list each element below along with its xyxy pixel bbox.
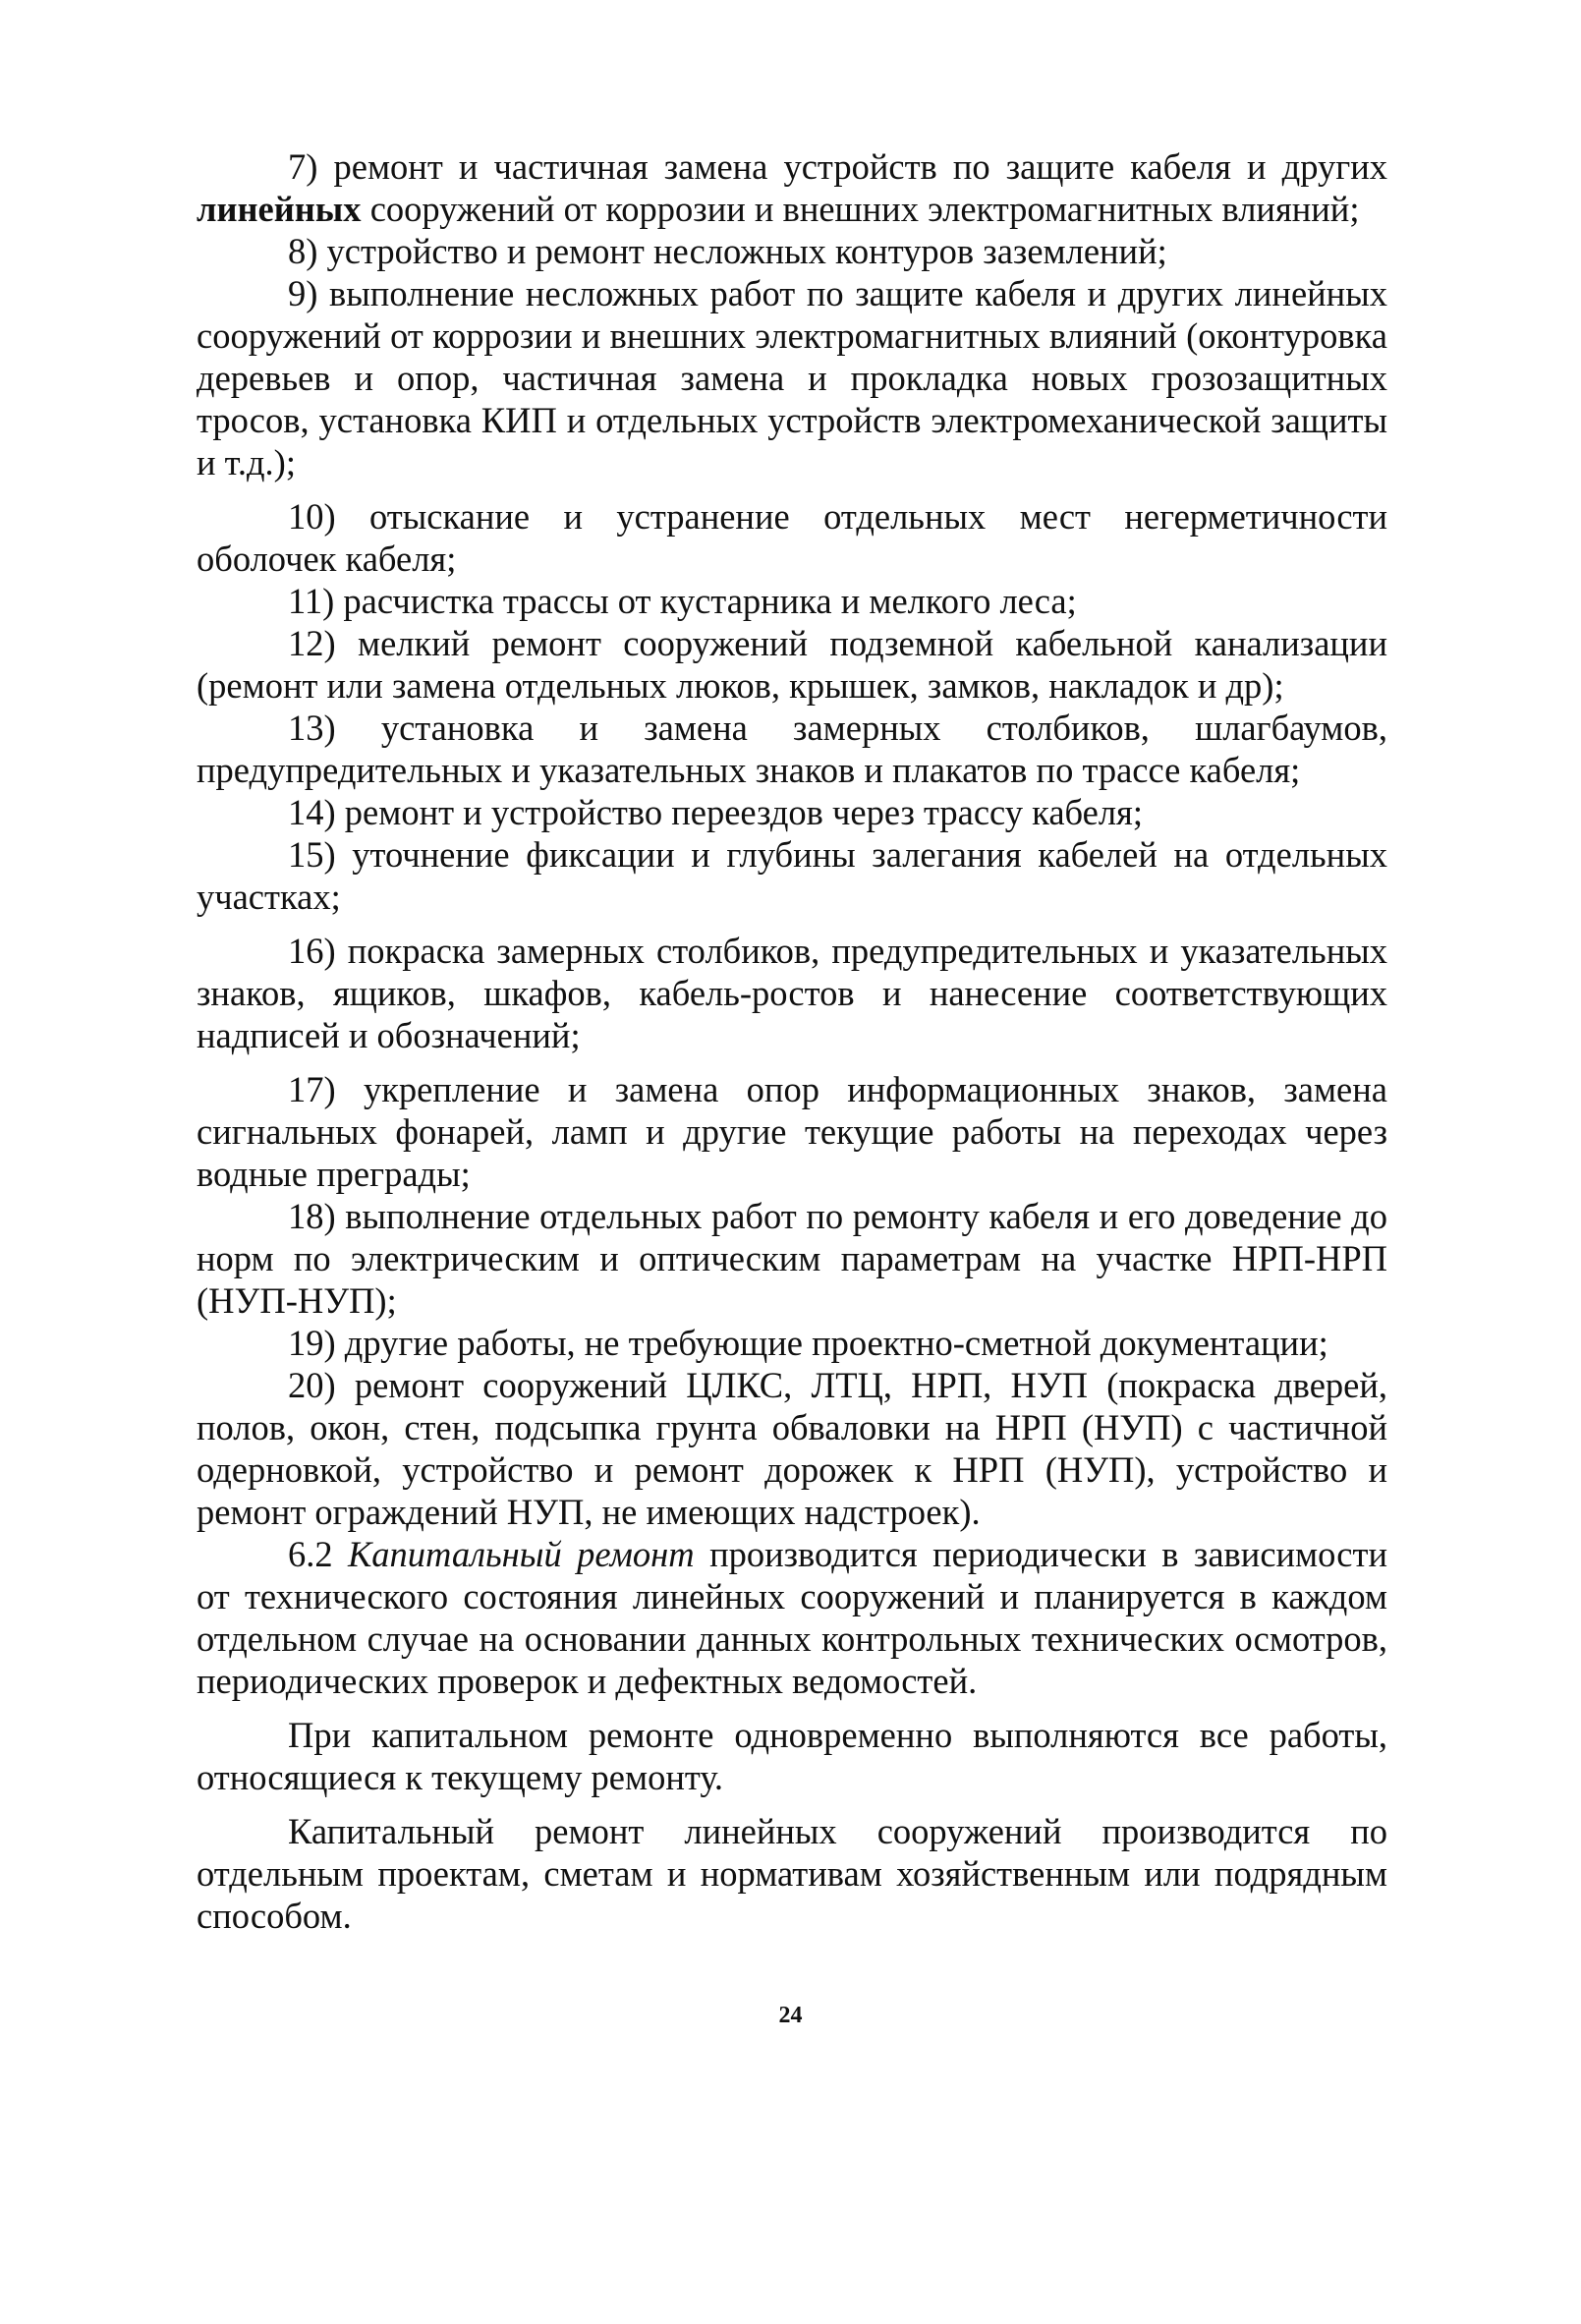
list-item-7-text-a: 7) ремонт и частичная замена устройств по защите кабеля и других xyxy=(288,146,1387,187)
list-item-12: 12) мелкий ремонт сооружений подземной кабельной канализации (ремонт или замена отдельных люков, крышек, замков, накладок и др); xyxy=(197,623,1387,706)
list-item-10: 10) отыскание и устранение отдельных мест негерметичности оболочек кабеля; xyxy=(197,496,1387,579)
list-item-14: 14) ремонт и устройство переездов через трассу кабеля; xyxy=(288,792,1143,832)
capital-current-paragraph: При капитальном ремонте одновременно выполняются все работы, относящиеся к текущему ремонту. xyxy=(197,1715,1387,1797)
list-item-15: 15) уточнение фиксации и глубины залегания кабелей на отдельных участках; xyxy=(197,834,1387,917)
document-body xyxy=(197,145,1387,1937)
page-number: 24 xyxy=(778,2003,803,2028)
section-6-2-paragraph xyxy=(197,1533,1387,1702)
section-6-2-term: Капитальный ремонт xyxy=(348,1534,695,1574)
list-item-19: 19) другие работы, не требующие проектно-сметной документации; xyxy=(288,1323,1328,1363)
list-item-18: 18) выполнение отдельных работ по ремонту кабеля и его доведение до норм по электрическим и оптическим параметрам на участке НРП-НРП (НУП-НУП); xyxy=(197,1196,1387,1321)
list-item-17: 17) укрепление и замена опор информационных знаков, замена сигнальных фонарей, ламп и другие текущие работы на переходах через водные преграды; xyxy=(197,1069,1387,1194)
section-6-2-text: производится периодически в зависимости от технического состояния линейных сооружений и планируется в каждом отдельном случае на основании данных контрольных технических осмотров, периодических проверок и дефектных ведомостей. xyxy=(197,1534,1387,1701)
list-item-16: 16) покраска замерных столбиков, предупредительных и указательных знаков, ящиков, шкафов, кабель-ростов и нанесение соответствующих надписей и обозначений; xyxy=(197,931,1387,1055)
capital-projects-paragraph: Капитальный ремонт линейных сооружений производится по отдельным проектам, сметам и нормативам хозяйственным или подрядным способом. xyxy=(197,1811,1387,1936)
list-item-11: 11) расчистка трассы от кустарника и мелкого леса; xyxy=(288,581,1077,621)
list-item-9: 9) выполнение несложных работ по защите кабеля и других линейных сооружений от коррозии и внешних электромагнитных влияний (оконтуровка деревьев и опор, частичная замена и прокладка новых грозозащитных тросов, установка КИП и отдельных устройств электромеханической защиты и т.д.); xyxy=(197,273,1387,482)
section-6-2-number: 6.2 xyxy=(288,1534,349,1574)
list-item-7-bold-word: линейных xyxy=(197,189,362,229)
list-item-7-text-c: сооружений от коррозии и внешних электромагнитных влияний; xyxy=(361,189,1360,229)
list-item-13: 13) установка и замена замерных столбиков, шлагбаумов, предупредительных и указательных знаков и плакатов по трассе кабеля; xyxy=(197,708,1387,790)
list-item-7 xyxy=(197,145,1387,230)
list-item-20: 20) ремонт сооружений ЦЛКС, ЛТЦ, НРП, НУП (покраска дверей, полов, окон, стен, подсыпка грунта обваловки на НРП (НУП) с частичной одерновкой, устройство и ремонт дорожек к НРП (НУП), устройство и ремонт ограждений НУП, не имеющих надстроек). xyxy=(197,1365,1387,1532)
list-item-8: 8) устройство и ремонт несложных контуров заземлений; xyxy=(288,231,1167,271)
